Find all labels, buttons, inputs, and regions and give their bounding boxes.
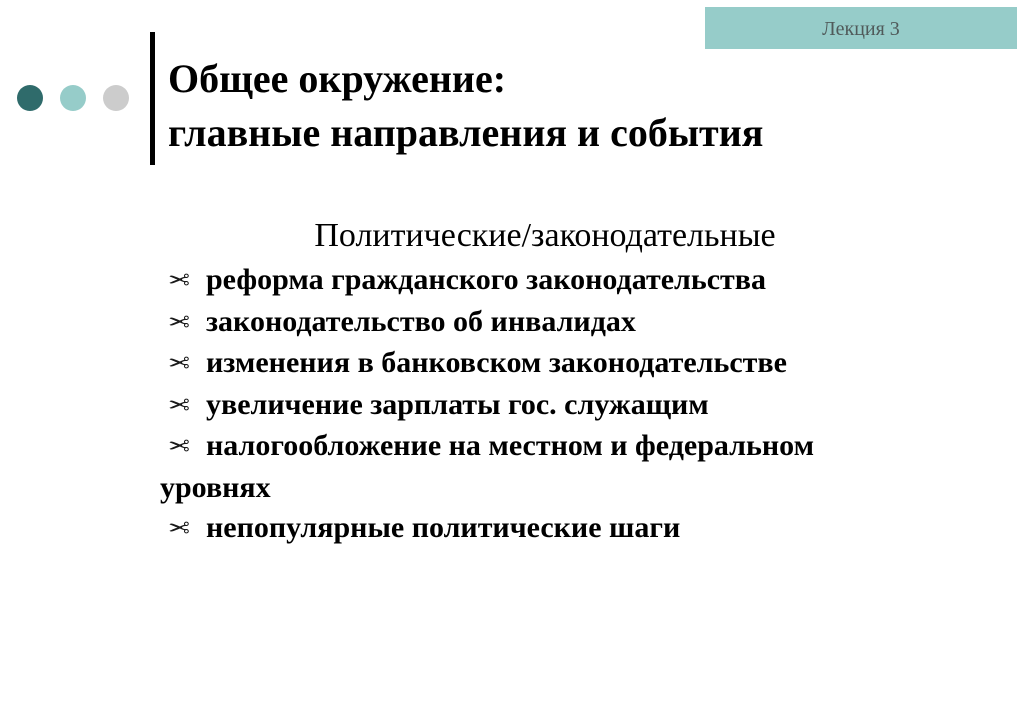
list-item-text: налогообложение на местном и федеральном уровнях bbox=[160, 429, 814, 504]
list-item bbox=[160, 426, 920, 508]
slide-title bbox=[168, 52, 763, 160]
scissors-icon: ✂ bbox=[168, 514, 190, 544]
decorative-dot-grey bbox=[103, 85, 129, 111]
list-item bbox=[160, 508, 920, 550]
list-item bbox=[160, 385, 920, 427]
decorative-dot-teal bbox=[60, 85, 86, 111]
scissors-icon: ✂ bbox=[168, 390, 190, 421]
list-item-text: изменения в банковском законодательстве bbox=[206, 346, 787, 379]
slide-title-line-1: Общее окружение: bbox=[168, 56, 507, 101]
bullet-list bbox=[160, 260, 920, 550]
section-heading: Политические/законодательные bbox=[314, 217, 776, 254]
list-item-text: увеличение зарплаты гос. служащим bbox=[206, 387, 709, 421]
scissors-icon: ✂ bbox=[168, 266, 190, 296]
slide-title-line-2: главные направления и события bbox=[168, 110, 764, 155]
list-item-text: реформа гражданского законодательства bbox=[206, 263, 766, 296]
list-item bbox=[160, 260, 920, 302]
list-item-text: непопулярные политические шаги bbox=[206, 511, 681, 544]
list-item bbox=[160, 302, 920, 344]
lecture-label: Лекция 3 bbox=[705, 7, 1017, 49]
title-divider bbox=[150, 32, 155, 165]
list-item bbox=[160, 343, 920, 385]
decorative-dot-dark bbox=[17, 85, 43, 111]
scissors-icon: ✂ bbox=[168, 432, 190, 462]
scissors-icon: ✂ bbox=[168, 349, 190, 379]
list-item-text: законодательство об инвалидах bbox=[206, 304, 636, 338]
scissors-icon: ✂ bbox=[168, 307, 190, 338]
